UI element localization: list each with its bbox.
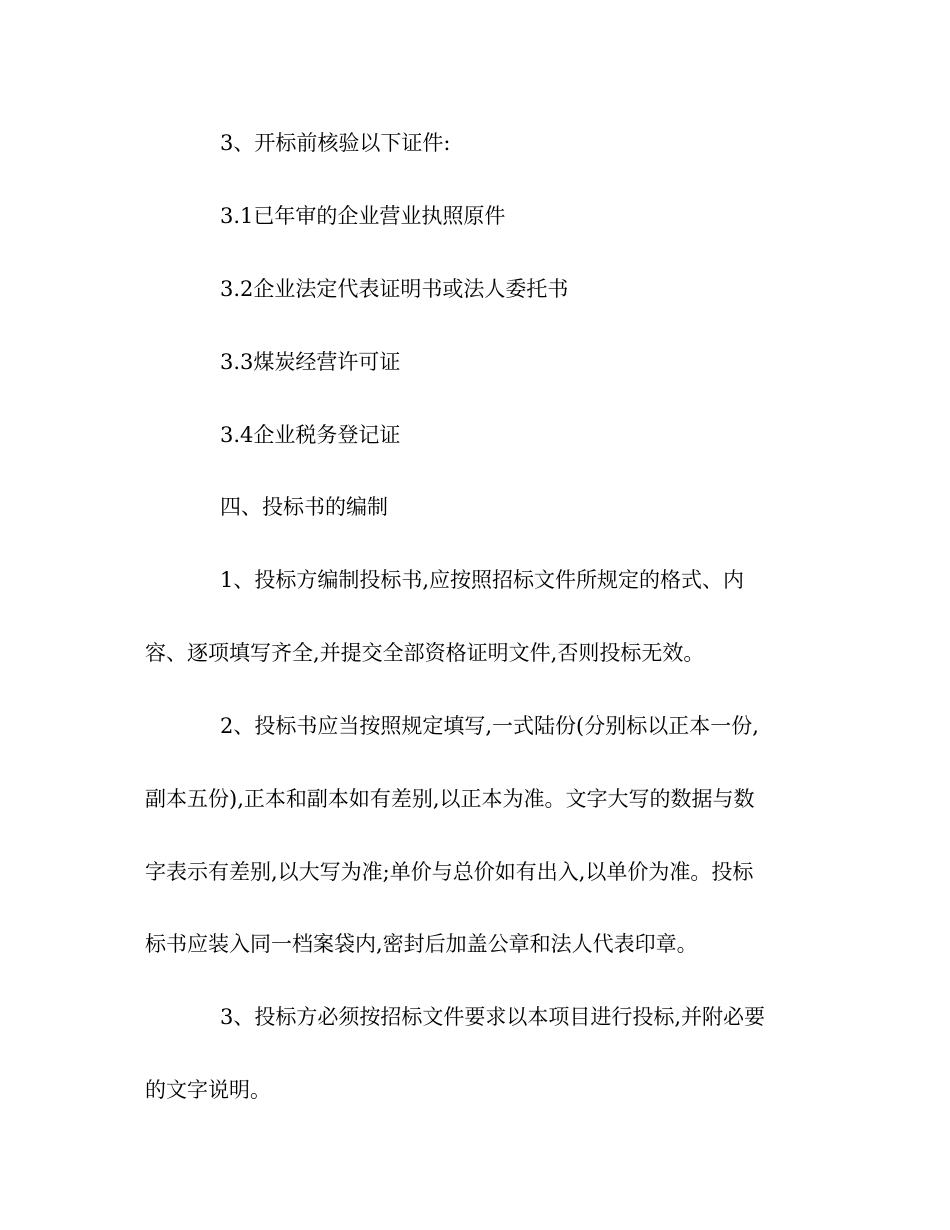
section-heading-4: 四、投标书的编制 (220, 495, 388, 519)
paragraph-2-line-2: 副本五份),正本和副本如有差别,以正本为准。文字大写的数据与数 (145, 787, 755, 811)
paragraph-3-line-1: 3、投标方必须按招标文件要求以本项目进行投标,并附必要 (220, 1005, 766, 1029)
list-item-3-1: 3.1已年审的企业营业执照原件 (220, 204, 506, 228)
section-heading-3: 3、开标前核验以下证件: (220, 131, 451, 155)
list-item-3-4: 3.4企业税务登记证 (220, 423, 401, 447)
list-item-3-2: 3.2企业法定代表证明书或法人委托书 (220, 277, 569, 301)
paragraph-3-line-2: 的文字说明。 (145, 1078, 271, 1102)
paragraph-1-line-1: 1、投标方编制投标书,应按照招标文件所规定的格式、内 (220, 568, 745, 592)
paragraph-1-line-2: 容、逐项填写齐全,并提交全部资格证明文件,否则投标无效。 (145, 641, 705, 665)
paragraph-2-line-4: 标书应装入同一档案袋内,密封后加盖公章和法人代表印章。 (145, 932, 698, 956)
paragraph-2-line-1: 2、投标书应当按照规定填写,一式陆份(分别标以正本一份, (220, 714, 759, 738)
list-item-3-3: 3.3煤炭经营许可证 (220, 350, 401, 374)
paragraph-2-line-3: 字表示有差别,以大写为准;单价与总价如有出入,以单价为准。投标 (145, 860, 754, 884)
